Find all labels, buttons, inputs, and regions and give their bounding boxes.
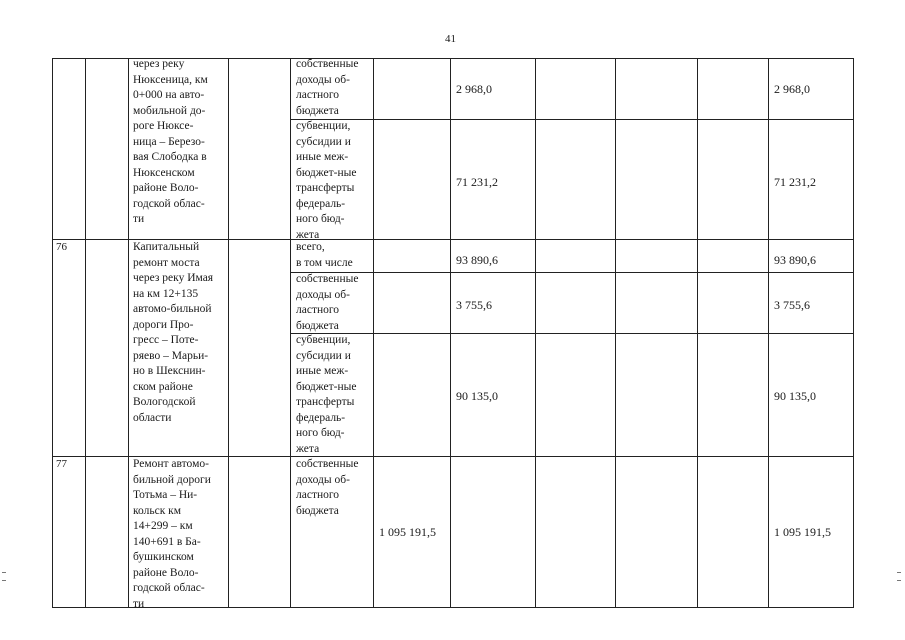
- row-divider: [290, 272, 854, 273]
- column-divider: [768, 58, 769, 608]
- total-cell: 3 755,6: [774, 298, 810, 312]
- funding-source-label: собственные доходы об- ластного бюджета: [296, 273, 359, 332]
- total-cell: 90 135,0: [774, 389, 816, 403]
- column-divider: [615, 58, 616, 608]
- total-cell: 1 095 191,5: [774, 525, 831, 539]
- total-cell: 71 231,2: [774, 175, 816, 189]
- scan-mark: [2, 572, 6, 573]
- total-cell: 2 968,0: [774, 82, 810, 96]
- column-divider: [52, 58, 53, 608]
- column-divider: [450, 58, 451, 608]
- object-name-cell: Капитальный ремонт моста через реку Имая на км 12+135 автомо-бильной дороги Про- гресс – Поте- ряево – Марьи- но в Шекснин- ском районе Вологодской области: [133, 241, 214, 424]
- budget-table: [52, 58, 854, 608]
- row-divider: [290, 119, 854, 120]
- amount-cell: 71 231,2: [456, 175, 498, 189]
- amount-cell: 2 968,0: [456, 82, 492, 96]
- column-divider: [853, 58, 854, 608]
- object-name-cell: Ремонт автомо- бильной дороги Тотьма – Ни- кольск км 14+299 – км 140+691 в Ба- бушкинском районе Воло- годской облас- ти: [133, 458, 211, 610]
- amount-cell: 3 755,6: [456, 298, 492, 312]
- scan-mark: [897, 572, 901, 573]
- column-divider: [535, 58, 536, 608]
- funding-source-label: всего, в том числе: [296, 241, 353, 269]
- amount-cell: 93 890,6: [456, 253, 498, 267]
- page-number: 41: [445, 33, 456, 45]
- column-divider: [228, 58, 229, 608]
- funding-source-label: собственные доходы об- ластного бюджета: [296, 58, 359, 117]
- scan-mark: [2, 580, 6, 581]
- column-divider: [128, 58, 129, 608]
- column-divider: [85, 58, 86, 608]
- column-divider: [697, 58, 698, 608]
- object-name-cell: через реку Нюксеница, км 0+000 на авто- мобильной до- роге Нюксе- ница – Березо- вая Слободка в Нюксенском районе Воло- годской облас- ти: [133, 58, 208, 225]
- amount-cell: 1 095 191,5: [379, 525, 436, 539]
- total-cell: 93 890,6: [774, 253, 816, 267]
- funding-source-label: субвенции, субсидии и иные меж- бюджет-ные трансферты федераль- ного бюд- жета: [296, 334, 357, 455]
- funding-source-label: собственные доходы об- ластного бюджета: [296, 458, 359, 517]
- amount-cell: 90 135,0: [456, 389, 498, 403]
- row-divider: [290, 333, 854, 334]
- scan-mark: [897, 580, 901, 581]
- row-number-cell: 76: [56, 241, 67, 253]
- column-divider: [290, 58, 291, 608]
- funding-source-label: субвенции, субсидии и иные меж- бюджет-ные трансферты федераль- ного бюд- жета: [296, 120, 357, 241]
- column-divider: [373, 58, 374, 608]
- row-number-cell: 77: [56, 458, 67, 470]
